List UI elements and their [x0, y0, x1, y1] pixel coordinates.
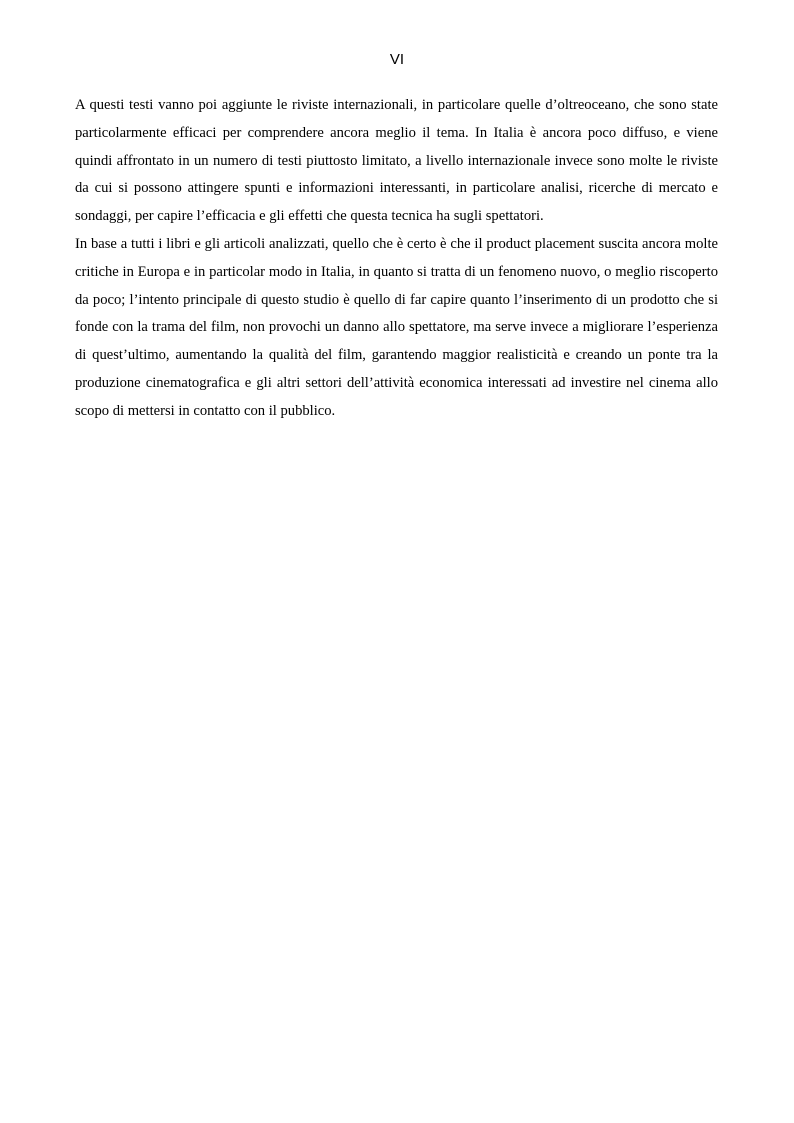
body-text: [75, 92, 718, 426]
page-number: VI: [389, 51, 405, 68]
paragraph-international-journals: A questi testi vanno poi aggiunte le riviste internazionali, in particolare quelle d’oltreoceano, che sono state particolarmente efficaci per comprendere ancora meglio il tema. In Italia è ancora poco diffuso, e viene quindi affrontato in un numero di testi piuttosto limitato, a livello internazionale invece sono molte le riviste da cui si possono attingere spunti e informazioni interessanti, in particolare analisi, ricerche di mercato e sondaggi, per capire l’efficacia e gli effetti che questa tecnica ha sugli spettatori.: [75, 97, 718, 225]
paragraph-product-placement-conclusion: In base a tutti i libri e gli articoli analizzati, quello che è certo è che il product placement suscita ancora molte critiche in Europa e in particolar modo in Italia, in quanto si tratta di un fenomeno nuovo, o meglio riscoperto da poco; l’intento principale di questo studio è quello di far capire quanto l’inserimento di un prodotto che si fonde con la trama del film, non provochi un danno allo spettatore, ma serve invece a migliorare l’esperienza di quest’ultimo, aumentando la qualità del film, garantendo maggior realisticità e creando un ponte tra la produzione cinematografica e gli altri settori dell’attività economica interessati ad investire nel cinema allo scopo di mettersi in contatto con il pubblico.: [75, 235, 718, 419]
